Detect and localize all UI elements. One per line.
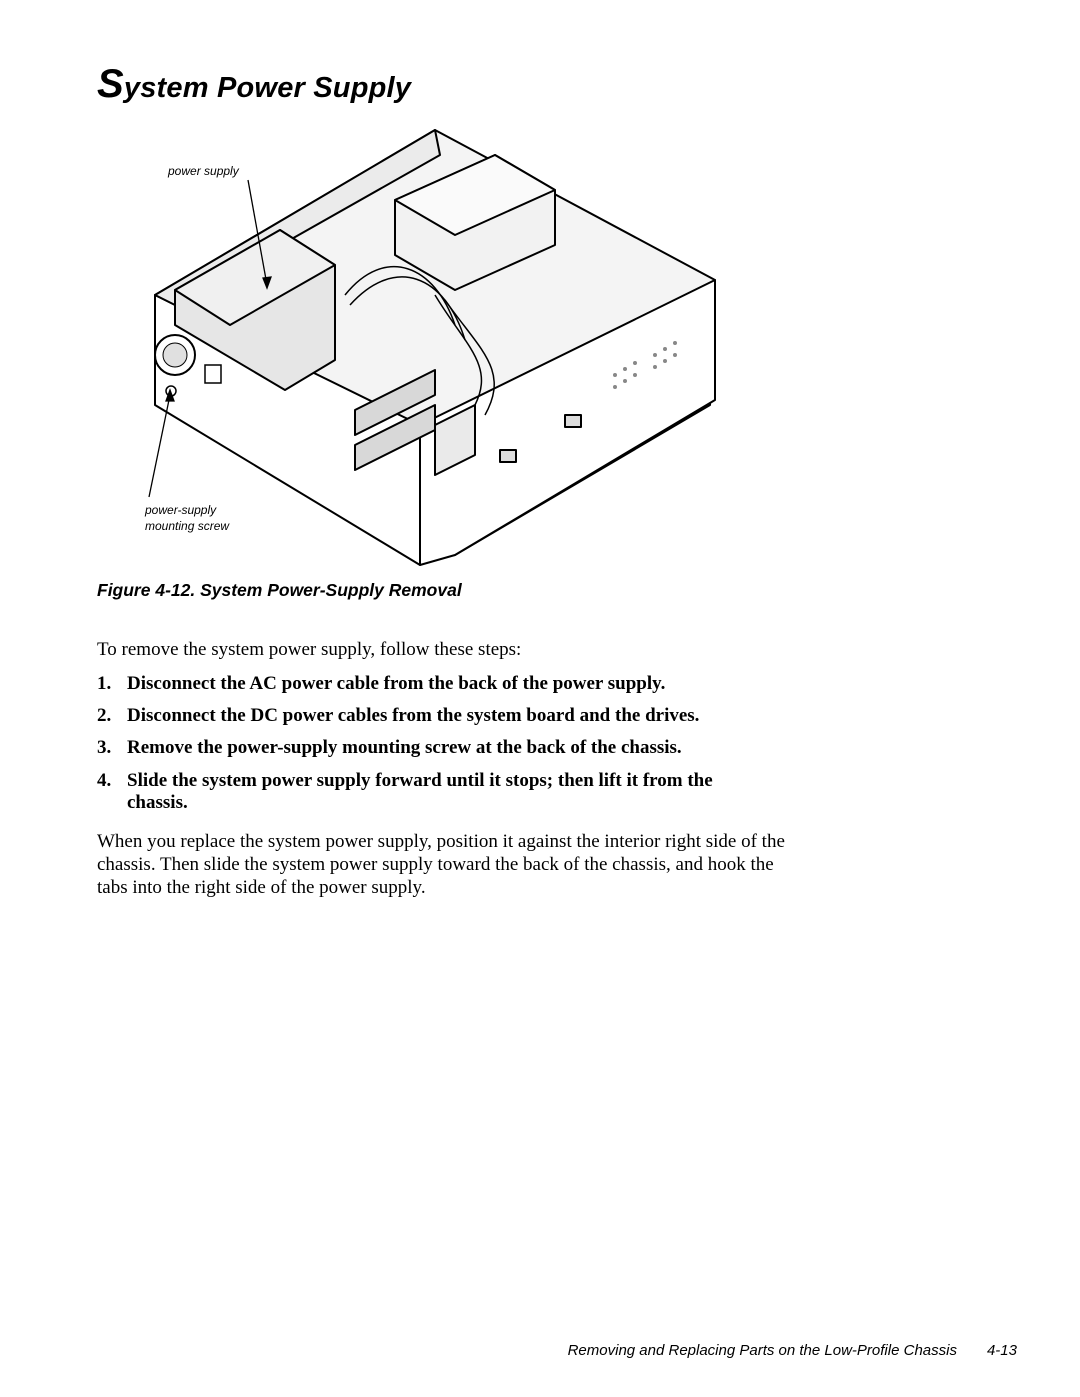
footer-page-number: 4-13 (986, 1342, 1017, 1359)
page-title-initial: S (97, 62, 124, 106)
step-item (97, 770, 777, 814)
step-text: Disconnect the AC power cable from the back of the power supply. (127, 673, 666, 694)
step-number: 1. (97, 673, 112, 694)
steps-list (97, 673, 777, 824)
step-item (97, 737, 777, 759)
step-text: Remove the power-supply mounting screw at the back of the chassis. (127, 737, 682, 758)
page-title (97, 62, 411, 107)
page-title-rest: ystem Power Supply (123, 72, 412, 104)
footer-section-title: Removing and Replacing Parts on the Low-Profile Chassis (567, 1342, 957, 1359)
step-text: Slide the system power supply forward until it stops; then lift it from the chassis. (127, 770, 713, 813)
callout-mounting-screw-line2: mounting screw (145, 519, 230, 533)
figure-caption: Figure 4-12. System Power-Supply Removal (97, 580, 462, 600)
step-item (97, 705, 777, 727)
callout-mounting-screw-line1: power-supply (145, 503, 217, 517)
step-text: Disconnect the DC power cables from the system board and the drives. (127, 705, 700, 726)
intro-paragraph: To remove the system power supply, follow these steps: (97, 639, 522, 660)
step-item (97, 673, 777, 695)
step-number: 3. (97, 737, 112, 758)
step-number: 4. (97, 770, 112, 791)
page-footer (568, 1342, 1017, 1359)
callout-mounting-screw (145, 502, 229, 534)
step-number: 2. (97, 705, 112, 726)
callout-power-supply: power supply (168, 164, 239, 178)
closing-paragraph: When you replace the system power supply, position it against the interior right side of the chassis. Then slide the system power supply toward the back of the chassis, and hook the tabs into the right side of the power supply. (97, 831, 785, 898)
